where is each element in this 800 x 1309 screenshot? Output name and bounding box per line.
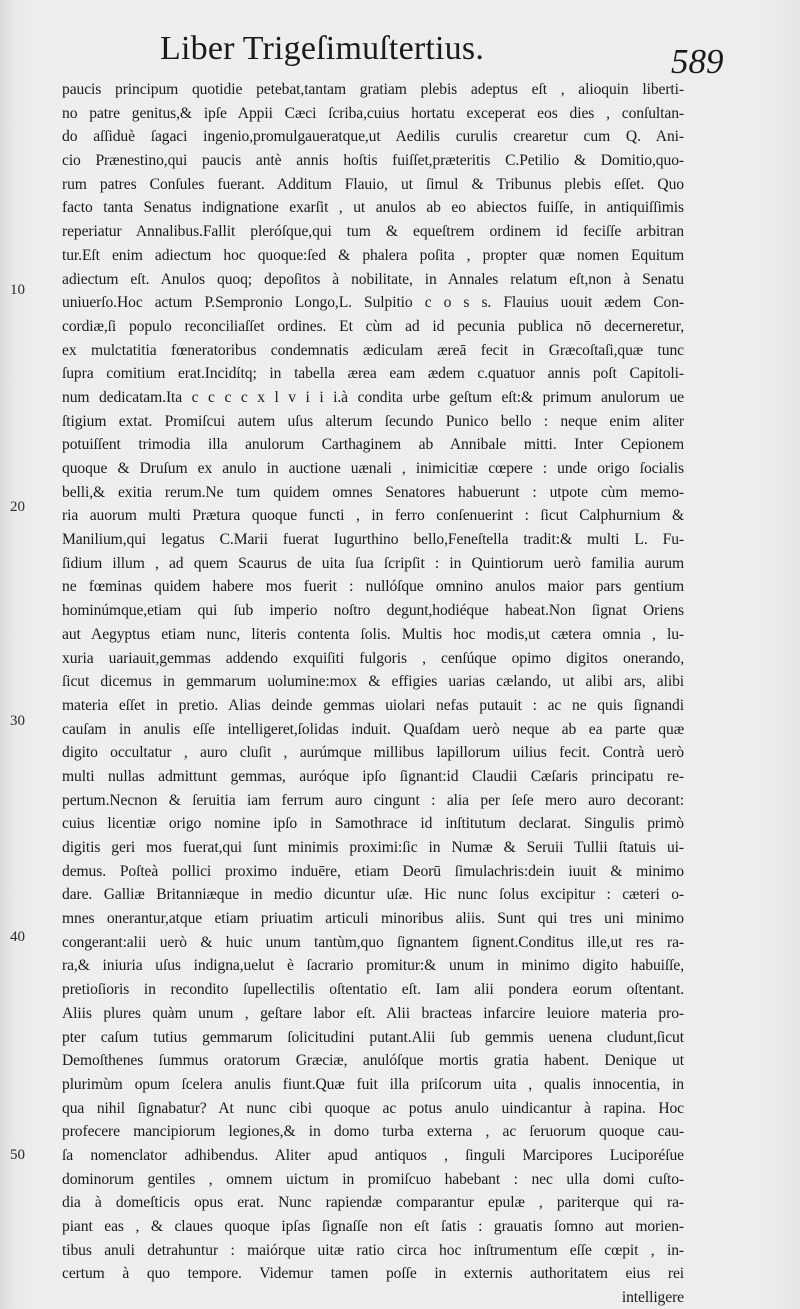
text-line: ſicut dicemus in gemmarum uolumine:mox & effigies uarias cælando, ut alibi ars, alibi xyxy=(62,673,684,691)
text-line: cordiæ,ſi populo reconciliaſſet ordines. Et cùm ad id pecunia publica nō decerneretur, xyxy=(62,317,684,335)
margin-line-number: 50 xyxy=(10,1147,25,1163)
catchword: intelligere xyxy=(621,1289,684,1307)
text-line: cio Prænestino,qui paucis antè annis hoſtis fuiſſet,præteritis C.Petilio & Domitio,quo- xyxy=(62,152,684,170)
text-line: qua nihil ſignabatur? At nunc cibi quoque ac potus anulo uindicantur à rapina. Hoc xyxy=(62,1099,684,1117)
text-line: do aſſiduè ſagaci ingenio,promulgaueratque,ut Aedilis curulis crearetur cum Q. Ani- xyxy=(62,128,684,146)
text-line: ex mulctatitia fœneratoribus condemnatis ædiculam æreā fecit in Græcoſtaſi,quæ tunc xyxy=(62,341,684,359)
text-line: facto tanta Senatus indignatione exarſit , ut anulos ab eo abiectos fuiſſe, in antiquiſſimis xyxy=(62,199,684,217)
text-line: ſtigium extat. Promiſcui autem uſus alterum ſecundo Punico bello : neque enim aliter xyxy=(62,412,684,430)
body-text xyxy=(62,78,684,1309)
text-line: adiectum eſt. Anulos quoq; depoſitos à nobilitate, in Annales relatum eſt,non à Senatu xyxy=(62,270,684,288)
text-line: quoque & Druſum ex anulo in auctione uænali , inimicitiæ cœpere : unde origo ſocialis xyxy=(62,460,684,477)
text-line: congerant:alii uerò & huic unum tantùm,quo ſignantem ſignent.Conditus ille,ut res ra- xyxy=(62,933,684,951)
margin-line-number: 20 xyxy=(10,499,25,515)
text-line: ria auorum multi Prætura quoque functi , in ferro conſenuerint : ſicut Calphurnium & xyxy=(62,507,684,525)
margin-line-number: 30 xyxy=(10,713,25,729)
text-line: digitis geri mos fuerat,qui ſunt minimis proximi:ſic in Numæ & Seruii Tullii ſtatuis ui- xyxy=(62,839,684,856)
text-line: belli,& exitia rerum.Ne tum quidem omnes Senatores habuerunt : utpote cùm memo- xyxy=(62,483,684,501)
text-line: ſupra comitium erat.Incidítq; in tabella ærea eam ædem c.quatuor annis poſt Capitoli- xyxy=(62,365,684,383)
text-line: ſidium illum , ad quem Scaurus de uita ſua ſcripſit : in Quintiorum uerò familia aurum xyxy=(62,554,684,572)
text-line: digito occultatur , auro cluſit , aurúmque millibus lapillorum uilius fecit. Contrà uerò xyxy=(62,744,684,762)
text-line: pretioſioris in recondito ſupellectilis oſtentatio eſt. Iam alii pondera eorum oſtentant. xyxy=(62,981,684,999)
margin-line-number: 10 xyxy=(10,282,25,298)
text-line: uniuerſo.Hoc actum P.Sempronio Longo,L. Sulpitio c o s s. Flauius uouit ædem Con- xyxy=(62,294,684,312)
text-line: num dedicatam.Ita c c c c x l v i i i.à condita urbe geſtum eſt:& primum anulorum ue xyxy=(62,388,684,406)
text-line: piant eas , & claues quoque ipſas ſignaſſe non eſt ſatis : grauatis ſomno aut morien- xyxy=(62,1218,684,1235)
text-line: dare. Galliæ Britanniæque in medio dicuntur uſæ. Hic nunc ſolus excipitur : cæteri o- xyxy=(62,886,684,904)
text-line: pter caſum tutius gemmarum ſolicitudini putant.Alii ſub gemmis uenena cludunt,ſicut xyxy=(62,1028,684,1046)
text-line: profecere mancipiorum legiones,& in domo turba externa , ac ſeruorum quoque cau- xyxy=(62,1123,684,1141)
running-head: Liber Trigeſimuſtertius. xyxy=(160,30,485,67)
text-line: rum patres Conſules fuerant. Additum Flauio, ut ſimul & Tribunus plebis eſſet. Quo xyxy=(62,175,684,193)
text-line: potuiſſent trimodia illa anulorum Carthaginem ab Annibale mitti. Inter Cepionem xyxy=(62,436,684,454)
text-line: certum à quo tempore. Videmur tamen poſſe in externis authoritatem eius rei xyxy=(62,1265,684,1283)
text-line: Demoſthenes ſummus oratorum Græciæ, anulóſque mortis gratia habent. Denique ut xyxy=(62,1052,684,1070)
text-line: dia à domeſticis opus erat. Nunc rapiendæ comparantur epulæ , pariterque qui ra- xyxy=(62,1194,684,1212)
text-line: tur.Eſt enim adiectum hoc quoque:ſed & phalera poſita , propter quæ nomen Equitum xyxy=(62,246,684,264)
text-line: cauſam in anulis eſſe intelligeret,ſolidas induit. Quaſdam uerò neque ab ea parte quæ xyxy=(62,720,684,738)
margin-line-number: 40 xyxy=(10,929,25,945)
text-line: tibus anuli detrahuntur : maiórque uitæ ratio circa hoc inſtrumentum eſſe cœpit , in- xyxy=(62,1241,684,1259)
text-line: paucis principum quotidie petebat,tantam gratiam plebis adeptus eſt , alioquin liberti- xyxy=(62,81,684,98)
text-line: ra,& iniuria uſus indigna,uelut è ſacrario promitur:& unum in minimo digito habuiſſe, xyxy=(62,957,684,975)
text-line: xuria uariauit,gemmas addendo exquiſiti fulgoris , cenſúque opimo digitos onerando, xyxy=(62,649,684,667)
text-line: pertum.Necnon & ſeruitia iam ferrum auro cingunt : alia per ſeſe mero auro decorant: xyxy=(62,791,684,809)
text-line: multi nullas admittunt gemmas, auróque ipſo ſignant:id Claudii Cæſaris principatu re- xyxy=(62,767,684,785)
text-line: ſa nomenclator adhibendus. Aliter apud antiquos , ſinguli Marcipores Luciporéſue xyxy=(62,1146,684,1164)
text-line: plurimùm opum ſcelera anulis fiunt.Quæ fuit illa priſcorum uita , qualis innocentia, in xyxy=(62,1075,684,1093)
text-line: Aliis plures quàm unum , geſtare labor eſt. Alii bracteas infarcire leuiore materia pro- xyxy=(62,1004,684,1022)
text-line: hominúmque,etiam qui ſub imperio noſtro degunt,hodiéque habeat.Non ſignat Oriens xyxy=(62,602,684,620)
text-line: cuius licentiæ origo nomine ipſo in Samothrace id inſtitutum declarat. Singulis primò xyxy=(62,815,684,833)
text-line: ne fœminas quidem habere mos fuerit : nullóſque omnino anulos maior pars gentium xyxy=(62,578,684,596)
text-line: demus. Poſteà pollici proximo induēre, etiam Deorū ſimulachris:dein iuuit & minimo xyxy=(62,862,684,880)
text-line: no patre genitus,& ipſe Appii Cæci ſcriba,cuius hortatu exceperat eos dies , conſultan- xyxy=(62,104,684,122)
text-line: materia eſſet in pretio. Alias deinde gemmas uiolari nefas putauit : ac ne quis ſignandi xyxy=(62,696,684,714)
text-line: mnes onerantur,atque etiam priuatim articuli minoribus aliis. Sunt qui tres uni minimo xyxy=(62,910,684,928)
text-line: aut Aegyptus etiam nunc, literis contenta ſolis. Multis hoc modis,ut cætera omnia , lu- xyxy=(62,625,684,643)
text-line: reperiatur Annalibus.Fallit pleróſque,qui tum & equeſtrem ordinem id feciſſe arbitran xyxy=(62,223,684,241)
text-line: dominorum gentiles , omnem uictum in promiſcuo habebant : nec ulla domi cuſto- xyxy=(62,1170,684,1188)
page-number: 589 xyxy=(671,42,724,81)
text-line: Manilium,qui legatus C.Marii fuerat Iugurthino bello,Feneſtella tradit:& multi L. Fu- xyxy=(62,531,684,549)
